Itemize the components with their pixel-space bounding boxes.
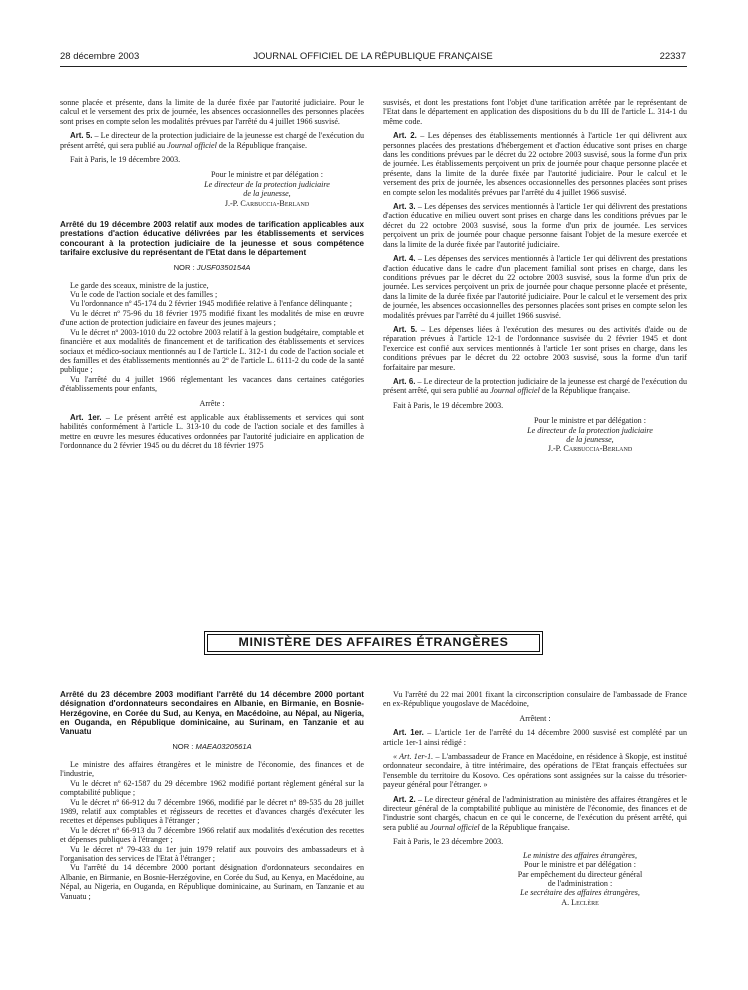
nor-reference: NOR : JUSF0350154A xyxy=(173,263,251,273)
article: Art. 5. – Le directeur de la protection judiciaire de la jeunesse est chargé de l'exécution du présent arrêté, qui sera publié au Journal officiel de la République française. xyxy=(60,131,364,150)
article: Art. 1er. – L'article 1er de l'arrêté du 14 décembre 2000 susvisé est complété par un article 1er-1 ainsi rédigé : xyxy=(383,728,688,747)
article: Art. 4. – Les dépenses des services mentionnés à l'article 1er qui délivrent des prestations d'action éducative dans le cadre d'un placement familial sont prises en charge, dans les conditions prévues par le décret du 22 octobre 2003 susvisé, sous la forme d'un prix de journée. Les services perçoivent un prix de journée pour chaque personne placée et présente, dans la limite de la durée fixée par l'autorité judiciaire. Pour le calcul et le versement des prix de journée, les absences occasionnelles des personnes placées sont prises en compte selon les modalités prévues par l'arrêté du 4 juillet 1966 susvisé. xyxy=(383,254,687,320)
quoted-article: « Art. 1er-1. – L'ambassadeur de France en Macédoine, en résidence à Skopje, est institué ordonnateur secondaire, à titre intérimaire, des opérations de l'Etat français effectuées sur l'ensemble du territoire du Kosovo. Ces opérations sont assignées sur la caisse du trésorier-payeur général pour l'étranger. » xyxy=(383,752,687,790)
visa: Vu le décret nº 75-96 du 18 février 1975 modifié fixant les modalités de mise en œuvre d'une action de protection judiciaire en faveur des jeunes majeurs ; xyxy=(60,308,364,328)
done-at: Fait à Paris, le 19 décembre 2003. xyxy=(70,155,181,165)
visa: Vu l'ordonnance nº 45-174 du 2 février 1945 modifiée relative à l'enfance délinquante ; xyxy=(70,299,353,309)
header-page-number: 22337 xyxy=(659,51,686,62)
top-right-column xyxy=(383,98,687,454)
page-header xyxy=(60,51,686,65)
top-left-column xyxy=(60,98,364,451)
bottom-right-column xyxy=(383,690,687,907)
article: Art. 2. – Les dépenses des établissements mentionnés à l'article 1er qui délivrent aux personnes placées des prestations d'hébergement et d'action éducative sont prises en charge dans les conditions prévues par le décret du 22 octobre 2003 susvisé, sous la forme d'un prix de journée. Les établissements perçoivent un prix de journée pour chaque personne placée et présente, dans la limite de la durée fixée par l'autorité judiciaire. Pour le calcul et le versement des prix de journée, les absences occasionnelles des personnes placées sont prises en compte selon les modalités prévues par l'arrêté du 4 juillet 1966 susvisé. xyxy=(383,131,687,197)
visa: Vu le décret nº 66-912 du 7 décembre 1966, modifié par le décret nº 89-535 du 28 juillet 1989, relatif aux comptables et régisseurs de recettes et d'avances chargés d'exécuter les recettes et dépenses publiques à l'étranger ; xyxy=(60,797,364,826)
visa: Vu le décret nº 79-433 du 1er juin 1979 relatif aux pouvoirs des ambassadeurs et à l'organisation des services de l'Etat à l'étranger ; xyxy=(60,844,364,863)
done-at: Fait à Paris, le 23 décembre 2003. xyxy=(393,837,504,847)
article: Art. 3. – Les dépenses des services mentionnés à l'article 1er qui délivrent des prestations d'action éducative en milieu ouvert sont prises en charge dans les conditions prévues par le décret du 22 octobre 2003 susvisé, sous la forme d'un prix de journée. Les services perçoivent un prix de journée pour chaque personne faisant l'objet de la mesure exercée et dans la limite de la durée fixée par l'autorité judiciaire. xyxy=(383,202,687,249)
visa: Vu le décret nº 66-913 du 7 décembre 1966 relatif aux modalités d'exécution des recettes et dépenses publiques à l'étranger ; xyxy=(60,825,364,845)
header-date: 28 décembre 2003 xyxy=(60,51,140,62)
visa: Vu l'arrêté du 14 décembre 2000 portant désignation d'ordonnateurs secondaires en Albanie, en Birmanie, en Bosnie-Herzégovine, en Corée du Sud, au Kenya, en Macédoine, au Népal, au Nigeria, en Ouganda, en République dominicaine, au Surinam, en Tanzanie et au Vanuatu ; xyxy=(60,863,364,901)
decree-title: Arrêté du 19 décembre 2003 relatif aux modes de tarification applicables aux prestations d'action éducative délivrées par les établissements et services concourant à la protection judiciaire de la jeunesse et sous compétence tarifaire exclusive du représentant de l'Etat dans le département xyxy=(60,220,364,257)
arrete-heading: Arrête : xyxy=(199,398,225,408)
paragraph: susvisés, et dont les prestations font l'objet d'une tarification arrêtée par le représentant de l'Etat dans le département en application des dispositions du b du III de l'article L. 314-1 du même code. xyxy=(383,98,687,126)
signature-block: Le ministre des affaires étrangères, Pour le ministre et par délégation : Par empêchement du directeur général de l'administration : Le secrétaire des affaires étrangères, A. Leclère xyxy=(517,850,643,907)
visa: Vu l'arrêté du 22 mai 2001 fixant la circonscription consulaire de l'ambassade de France en ex-République yougoslave de Macédoine, xyxy=(383,690,687,709)
visa: Vu le code de l'action sociale et des familles ; xyxy=(70,290,218,300)
article: Art. 2. – Le directeur général de l'administration au ministère des affaires étrangères et le directeur général de la comptabilité publique au ministère de l'économie, des finances et de l'industrie sont chargés, chacun en ce qui le concerne, de l'exécution du présent arrêté, qui sera publié au Journal officiel de la République française. xyxy=(383,794,687,832)
article: Art. 5. – Les dépenses liées à l'exécution des mesures ou des activités d'aide ou de réparation prévues à l'article 12-1 de l'ordonnance susvisée du 2 février 1945 et dont l'exercice est confié aux services mentionnés à l'article 1er sont prises en charge, dans les conditions prévues par le décret du 22 octobre 2003 susvisé, sous la forme d'un tarif forfaitaire par mesure. xyxy=(383,324,687,372)
article: Art. 1er. – Le présent arrêté est applicable aux établissements et services qui sont habilités conformément à l'article L. 313-10 du code de l'action sociale et des familles à mettre en œuvre les mesures éducatives ordonnées par l'autorité judiciaire en application de l'ordonnance du 2 février 1945 ou du décret du 18 février 1975 xyxy=(60,412,364,451)
preamble: Le garde des sceaux, ministre de la justice, xyxy=(70,280,209,290)
signature-block: Pour le ministre et par délégation : Le directeur de la protection judiciaire de la jeunesse, J.-P. Carbuccia-Berland xyxy=(527,416,653,454)
preamble: Le ministre des affaires étrangères et le ministre de l'économie, des finances et de l'industrie, xyxy=(60,759,364,779)
paragraph: sonne placée et présente, dans la limite de la durée fixée par l'autorité judiciaire. Pour le calcul et le versement des prix de journée, les absences occasionnelles des personnes placées sont prises en compte selon les modalités prévues par l'arrêté du 4 juillet 1966 susvisé. xyxy=(60,98,364,126)
header-journal-title: JOURNAL OFFICIEL DE LA RÉPUBLIQUE FRANÇAISE xyxy=(253,51,493,62)
visa: Vu le décret nº 62-1587 du 29 décembre 1962 modifié portant règlement général sur la comptabilité publique ; xyxy=(60,778,364,798)
decree-title: Arrêté du 23 décembre 2003 modifiant l'arrêté du 14 décembre 2000 portant désignation d'ordonnateurs secondaires en Albanie, en Birmanie, en Bosnie-Herzégovine, en Corée du Sud, au Kenya, en Macédoine, au Népal, au Nigeria, en Ouganda, en République dominicaine, au Surinam, en Tanzanie et au Vanuatu xyxy=(60,690,364,737)
ministry-banner: MINISTÈRE DES AFFAIRES ÉTRANGÈRES xyxy=(204,631,543,655)
done-at: Fait à Paris, le 19 décembre 2003. xyxy=(393,400,504,410)
bottom-left-column xyxy=(60,690,364,901)
signature-block: Pour le ministre et par délégation : Le directeur de la protection judiciaire de la jeunesse, J.-P. Carbuccia-Berland xyxy=(204,170,330,208)
nor-reference: NOR : MAEA0320561A xyxy=(172,742,252,752)
header-rule xyxy=(60,66,687,67)
article: Art. 6. – Le directeur de la protection judiciaire de la jeunesse est chargé de l'exécution du présent arrêté, qui sera publié au Journal officiel de la République française. xyxy=(383,376,687,396)
arretent-heading: Arrêtent : xyxy=(519,713,551,723)
visa: Vu le décret nº 2003-1010 du 22 octobre 2003 relatif à la gestion budgétaire, comptable et financière et aux modalités de financement et de tarification des établissements et services sociaux et médico-sociaux mentionnés au I de l'article L. 312-1 du code de l'action sociale et des familles et des établissements mentionnés au 2º de l'article L. 6111-2 du code de la santé publique ; xyxy=(60,327,364,375)
visa: Vu l'arrêté du 4 juillet 1966 réglementant les vacances dans certaines catégories d'établissements pour enfants, xyxy=(60,374,364,394)
